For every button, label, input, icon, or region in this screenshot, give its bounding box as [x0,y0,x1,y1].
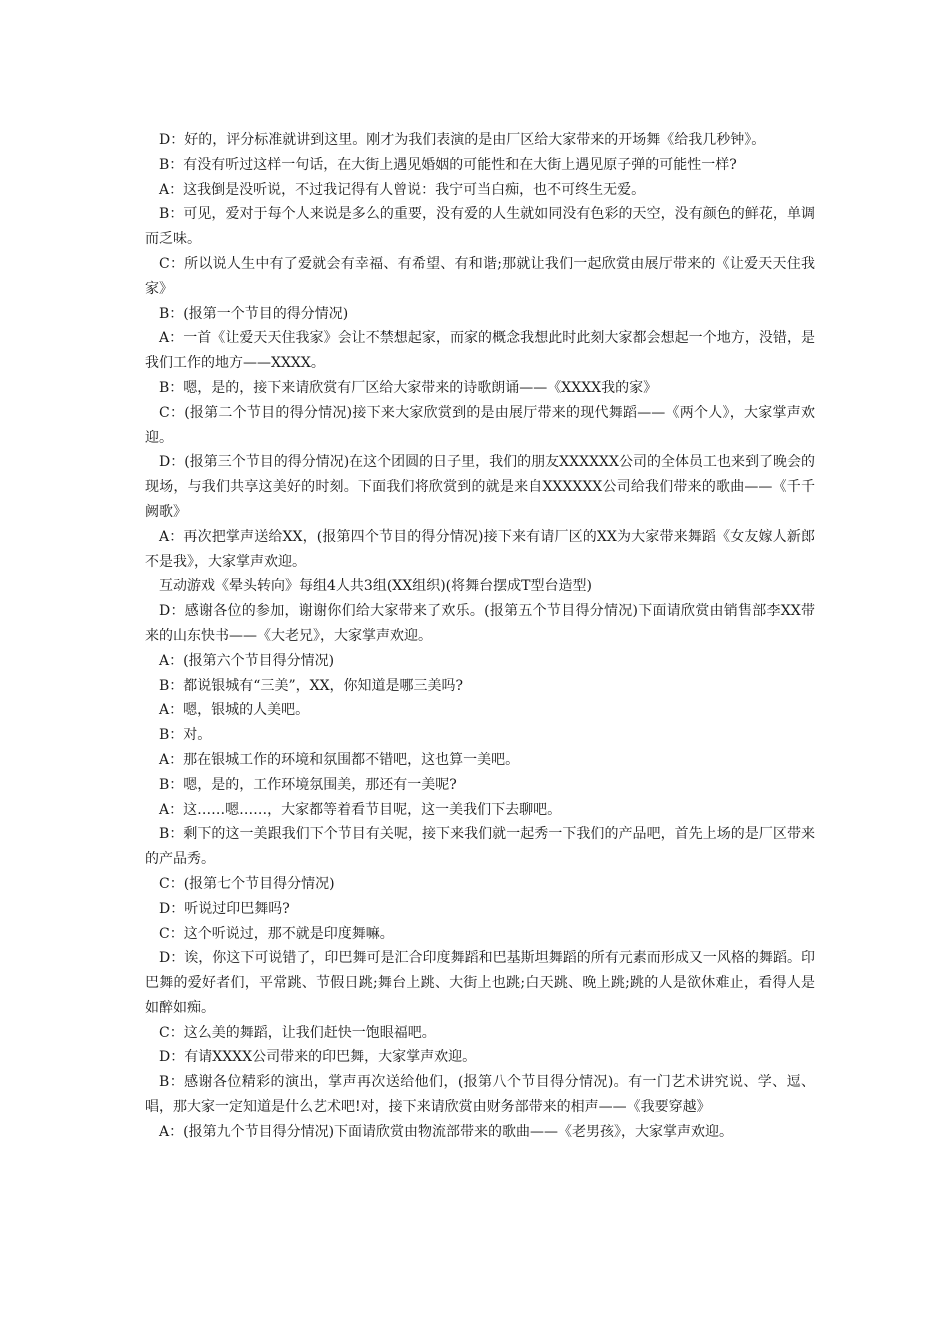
paragraph: A：这我倒是没听说，不过我记得有人曾说：我宁可当白痴，也不可终生无爱。 [159,181,646,198]
paragraph: D：有请XXXX公司带来的印巴舞，大家掌声欢迎。 [159,1049,477,1066]
paragraph: A：嗯，银城的人美吧。 [159,702,310,719]
paragraph: A：那在银城工作的环境和氛围都不错吧，这也算一美吧。 [159,751,520,768]
paragraph: B：对。 [159,727,212,744]
paragraph: A：(报第六个节目得分情况) [159,652,335,669]
paragraph: D：听说过印巴舞吗? [159,900,290,917]
paragraph: B：都说银城有“三美”，XX，你知道是哪三美吗? [159,677,464,694]
paragraph: C：(报第七个节目得分情况) [159,875,335,892]
paragraph: B：剩下的这一美跟我们下个节目有关呢，接下来我们就一起秀一下我们的产品吧，首先上场的是厂区带来的产品秀。 [145,826,815,868]
paragraph: D：诶，你这下可说错了，印巴舞可是汇合印度舞蹈和巴基斯坦舞蹈的所有元素而形成又一风格的舞蹈。印巴舞的爱好者们，平常跳、节假日跳;舞台上跳、大街上也跳;白天跳、晚上跳;跳的人是欲休难止，看得人是如醉如痴。 [145,950,815,1016]
paragraph: B：感谢各位精彩的演出，掌声再次送给他们，(报第八个节目得分情况)。有一门艺术讲究说、学、逗、唱，那大家一定知道是什么艺术吧!对，接下来请欣赏由财务部带来的相声——《我要穿越》 [145,1074,815,1116]
paragraph: B：有没有听过这样一句话，在大街上遇见婚姻的可能性和在大街上遇见原子弹的可能性一样? [159,156,737,173]
document-body [145,128,815,1145]
paragraph: 互动游戏《晕头转向》每组4人共3组(XX组织)(将舞台摆成T型台造型) [159,578,592,595]
paragraph: B：嗯，是的，接下来请欣赏有厂区给大家带来的诗歌朗诵——《XXXX我的家》 [159,379,658,396]
paragraph: C：(报第二个节目的得分情况)接下来大家欣赏到的是由展厅带来的现代舞蹈——《两个人》，大家掌声欢迎。 [145,404,815,446]
paragraph: A：这……嗯……，大家都等着看节目呢，这一美我们下去聊吧。 [159,801,562,818]
paragraph: D：感谢各位的参加，谢谢你们给大家带来了欢乐。(报第五个节目得分情况)下面请欣赏由销售部李XX带来的山东快书——《大老兄》，大家掌声欢迎。 [145,603,815,644]
paragraph: B：嗯，是的，工作环境氛围美，那还有一美呢? [159,776,457,793]
paragraph: C：这个听说过，那不就是印度舞嘛。 [159,925,394,942]
paragraph: B：(报第一个节目的得分情况) [159,305,349,322]
paragraph: C：这么美的舞蹈，让我们赶快一饱眼福吧。 [159,1024,436,1041]
paragraph: A：一首《让爱天天住我家》会让不禁想起家，而家的概念我想此时此刻大家都会想起一个地方，没错，是我们工作的地方——XXXX。 [145,330,815,372]
paragraph: C：所以说人生中有了爱就会有幸福、有希望、有和谐;那就让我们一起欣赏由展厅带来的《让爱天天住我家》 [145,255,815,297]
paragraph: A：(报第九个节目得分情况)下面请欣赏由物流部带来的歌曲——《老男孩》，大家掌声欢迎。 [159,1123,734,1140]
paragraph: B：可见，爱对于每个人来说是多么的重要，没有爱的人生就如同没有色彩的天空，没有颜色的鲜花，单调而乏味。 [145,206,815,248]
paragraph: A：再次把掌声送给XX，(报第四个节目的得分情况)接下来有请厂区的XX为大家带来舞蹈《女友嫁人新郎不是我》，大家掌声欢迎。 [145,528,815,570]
paragraph: D：(报第三个节目的得分情况)在这个团圆的日子里，我们的朋友XXXXXX公司的全体员工也来到了晚会的现场，与我们共享这美好的时刻。下面我们将欣赏到的就是来自XXXXXX公司给我们带来的歌曲——《千千阙歌》 [145,454,815,520]
paragraph: D：好的，评分标准就讲到这里。刚才为我们表演的是由厂区给大家带来的开场舞《给我几秒钟》。 [159,132,766,148]
